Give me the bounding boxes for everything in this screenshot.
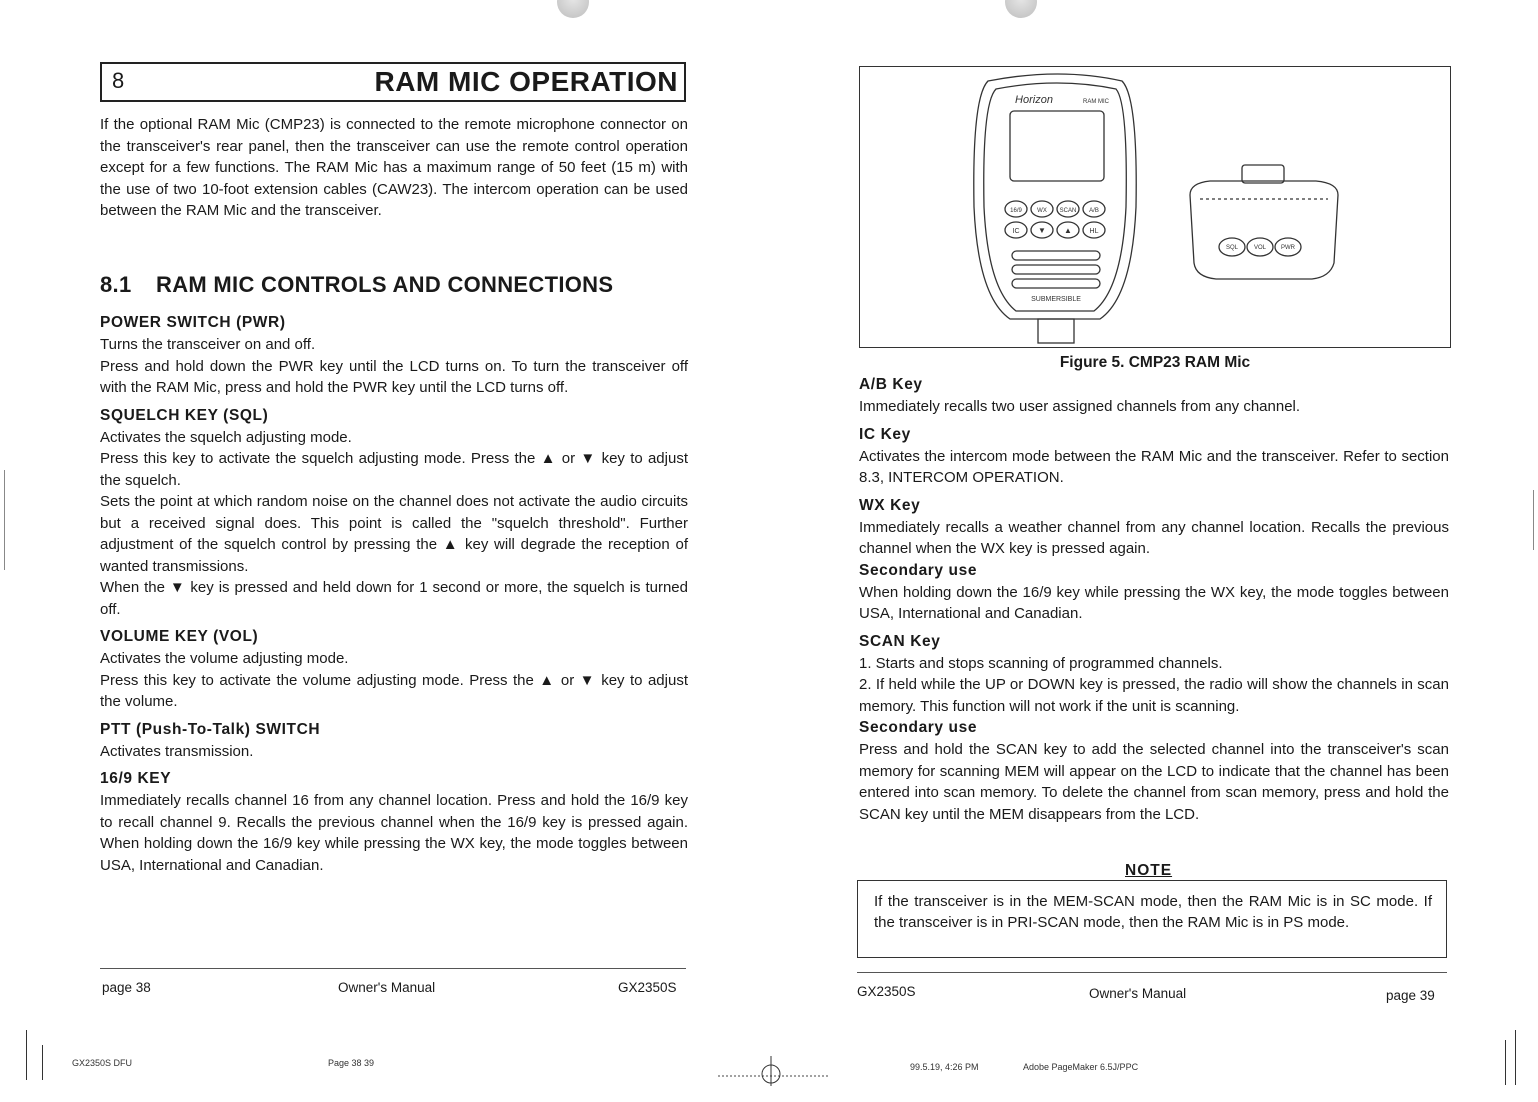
keys-list [859, 374, 1449, 825]
note-box [857, 880, 1447, 958]
squelch-text-1: Activates the squelch adjusting mode. [100, 428, 352, 446]
chapter-title: RAM MIC OPERATION [374, 66, 678, 97]
crop-mark [1533, 490, 1534, 550]
side-view-drawing [1190, 165, 1338, 279]
ic-heading: IC Key [859, 425, 911, 443]
crop-mark [1515, 1030, 1516, 1085]
ptt-heading: PTT (Push-To-Talk) SWITCH [100, 720, 321, 738]
wx-secondary-heading: Secondary use [859, 561, 978, 579]
footer-model: GX2350S [618, 980, 677, 995]
key-up: ▲ [1064, 226, 1072, 235]
squelch-text-4: When the ▼ key is pressed and held down for 1 second or more, the squelch is turned off. [100, 579, 688, 618]
squelch-text-3: Sets the point at which random noise on the channel does not activate the audio circuits but a received signal does. This point is called the "squelch threshold". Further adjustment of the squelch control by pressing the ▲ key will degrade the reception of wanted transmissions. [100, 493, 688, 575]
side-key-sql: SQL [1225, 245, 1239, 251]
note-text: If the transceiver is in the MEM-SCAN mode, then the RAM Mic is in SC mode. If the transceiver is in PRI-SCAN mode, then the RAM Mic is in PS mode. [874, 893, 1432, 931]
note-label: NOTE [1125, 862, 1173, 879]
scan-heading: SCAN Key [859, 632, 941, 650]
footer-title: Owner's Manual [1089, 986, 1187, 1001]
crop-mark [42, 1045, 43, 1080]
ptt-text-1: Activates transmission. [100, 742, 254, 760]
power-text-2: Press and hold down the PWR key until the LCD turns on. To turn the transceiver off with the RAM Mic, press and hold the PWR key until the LCD turns off. [100, 357, 688, 396]
footer-title: Owner's Manual [338, 980, 436, 995]
key169-heading: 16/9 KEY [100, 770, 172, 787]
intro-paragraph: If the optional RAM Mic (CMP23) is connected to the remote microphone connector on the transceiver's rear panel, then the transceiver can use the remote control operation except for a few functions. The RAM Mic has a maximum range of 50 feet (15 m) with the use of two 10-foot extension cables (CAW23). The intercom operation can be used between the RAM Mic and the transceiver. [100, 116, 688, 219]
footer-rule [100, 968, 686, 969]
volume-text-1: Activates the volume adjusting mode. [100, 650, 349, 667]
crop-mark [4, 470, 5, 570]
submersible-label: SUBMERSIBLE [1031, 296, 1081, 303]
section-heading [100, 272, 613, 298]
crop-mark [26, 1030, 27, 1080]
squelch-text-2: Press this key to activate the squelch adjusting mode. Press the ▲ or ▼ key to adjust the squelch. [100, 450, 688, 489]
binder-hole [557, 0, 589, 18]
key-scan: SCAN [1059, 208, 1077, 214]
side-key-vol: VOL [1253, 245, 1267, 251]
ram-mic-illustration [860, 67, 1450, 347]
key169-text-1: Immediately recalls channel 16 from any channel location. Press and hold the 16/9 key to recall channel 9. Recalls the previous channel when the 16/9 key is pressed again. When holding down the 16/9 key while pressing the WX key, the mode toggles between USA, International and Canadian. [100, 792, 688, 874]
ab-heading: A/B Key [859, 376, 923, 393]
right-page [769, 0, 1538, 1102]
page-number: page 39 [1386, 988, 1435, 1003]
key-ic: IC [1012, 228, 1020, 235]
power-text-1: Turns the transceiver on and off. [100, 336, 316, 353]
scan-text-3: Press and hold the SCAN key to add the selected channel into the transceiver's scan memory for scanning MEM will appear on the LCD to indicate that the channel has been entered into scan memory. To delete the channel from scan memory, press and hold the SCAN key until the MEM disappears from the LCD. [859, 741, 1449, 823]
brand-label: Horizon [1015, 94, 1053, 106]
section-number: 8.1 [100, 272, 132, 297]
binder-hole [1005, 0, 1037, 18]
crop-mark [1505, 1040, 1506, 1085]
squelch-heading: SQUELCH KEY (SQL) [100, 406, 269, 424]
key-16-9: 16/9 [1010, 208, 1022, 214]
key-ab: A/B [1089, 208, 1099, 214]
section-title: RAM MIC CONTROLS AND CONNECTIONS [156, 272, 614, 297]
volume-text-2: Press this key to activate the volume adjusting mode. Press the ▲ or ▼ key to adjust the volume. [100, 671, 688, 710]
wx-heading: WX Key [859, 496, 921, 514]
scan-text-2: 2. If held while the UP or DOWN key is pressed, the radio will show the channels in scan memory. This function will not work if the unit is scanning. [859, 676, 1449, 715]
footer-model: GX2350S [857, 984, 916, 999]
key-down: ▼ [1038, 226, 1046, 235]
chapter-number: 8 [112, 68, 125, 93]
key-hl: HL [1089, 228, 1099, 235]
ic-text: Activates the intercom mode between the RAM Mic and the transceiver. Refer to section 8.3, INTERCOM OPERATION. [859, 447, 1449, 486]
brand-sub-label: RAM MIC [1083, 99, 1109, 105]
key-wx: WX [1037, 208, 1047, 214]
chapter-header [100, 62, 686, 102]
print-slug-pages: Page 38 39 [328, 1058, 375, 1068]
volume-heading: VOLUME KEY (VOL) [100, 628, 259, 645]
side-key-pwr: PWR [1281, 245, 1295, 251]
wx-text-2: When holding down the 16/9 key while pressing the WX key, the mode toggles between USA, International and Canadian. [859, 583, 1449, 622]
ab-text: Immediately recalls two user assigned channels from any channel. [859, 398, 1301, 415]
footer-rule [857, 972, 1447, 973]
page-number: page 38 [102, 980, 151, 995]
print-slug-app: Adobe PageMaker 6.5J/PPC [1023, 1062, 1139, 1072]
power-heading: POWER SWITCH (PWR) [100, 314, 286, 331]
figure-caption: Figure 5. CMP23 RAM Mic [1059, 354, 1251, 371]
print-slug-date: 99.5.19, 4:26 PM [910, 1062, 979, 1072]
wx-text-1: Immediately recalls a weather channel from any channel location. Recalls the previous channel when the WX key is pressed again. [859, 518, 1449, 557]
print-slug-file: GX2350S DFU [72, 1058, 133, 1068]
figure-box [859, 66, 1451, 348]
scan-text-1: 1. Starts and stops scanning of programmed channels. [859, 654, 1223, 672]
scan-secondary-heading: Secondary use [859, 719, 978, 736]
controls-list [100, 312, 688, 876]
